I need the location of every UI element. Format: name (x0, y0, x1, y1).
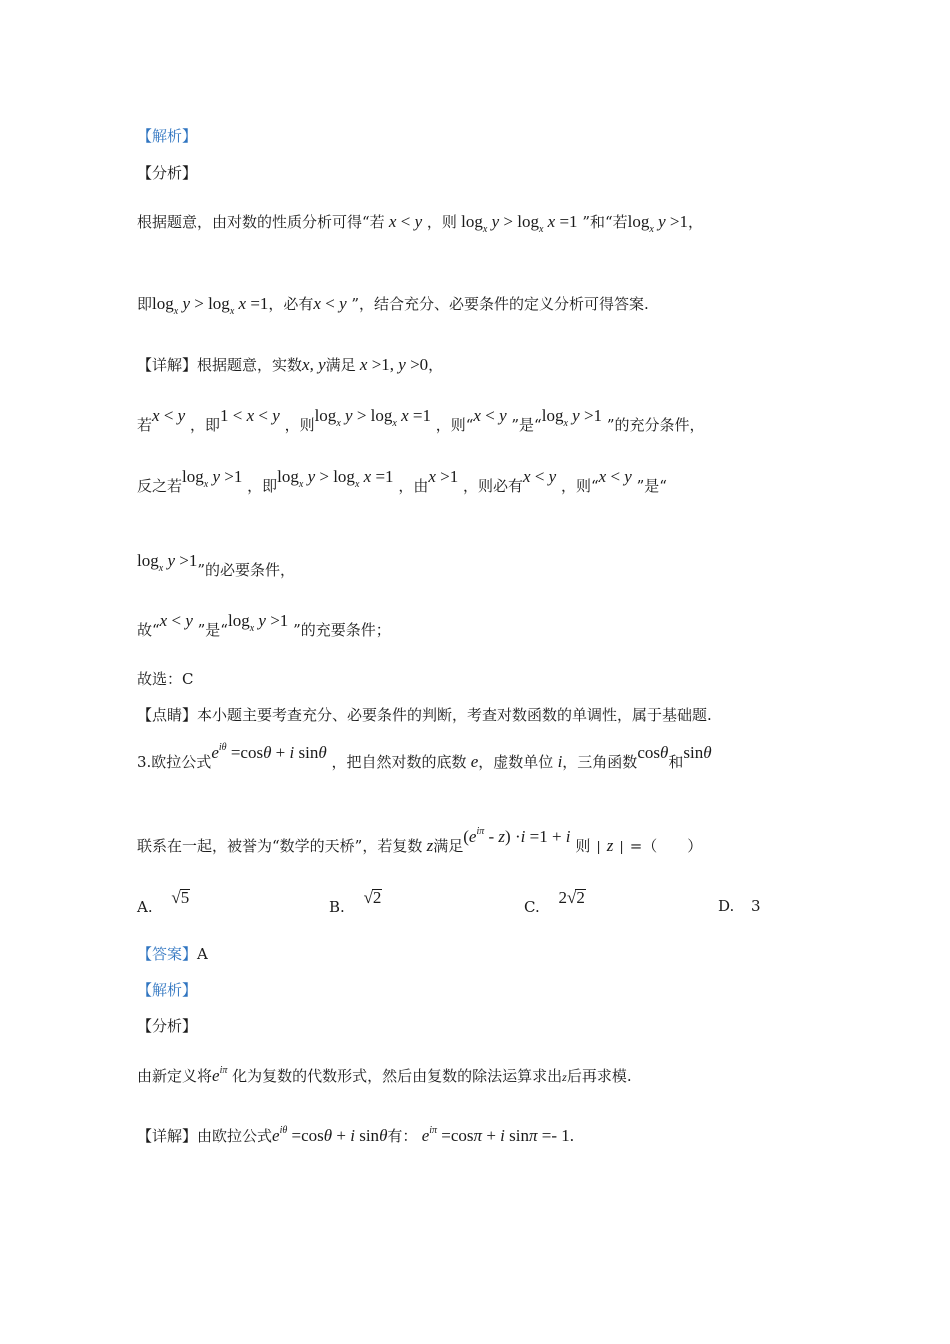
detail-line-2: 若x < y ，即1 < x < y ，则$\log_x y > \log_x x =1$ ，则“x < y ”是“$\log_x$ y >1 ”的充分条件， (137, 406, 705, 434)
analysis-heading-2: 【解析】 (137, 981, 198, 999)
question-3-line-2: 联系在一起，被誉为“数学的天桥”，若复数 z满足$(e^{i\pi} - z) \cdot i =1 + i$ 则 | z | =（ ） (137, 826, 703, 855)
detail-line-5: 故“x < y ”是“$\log_x$ y >1 ”的充要条件； (137, 611, 391, 639)
option-d: D. 3 (718, 897, 761, 915)
analysis-heading: 【解析】 (137, 127, 198, 145)
answer-line: 【答案】A (137, 945, 208, 963)
question-3-line-1: 3.欧拉公式$e^{i\theta} =\cos\theta + i$ sinθ ，把自然对数的底数 e，虚数单位 i，三角函数cosθ和sinθ (137, 742, 712, 771)
detail-line-1: 【详解】根据题意，实数x, y满足 x >1, y >0， (137, 355, 444, 374)
choose-line: 故选：C (137, 670, 194, 688)
analysis-line-3: 由新定义将$e^{i\pi}$ 化为复数的代数形式，然后由复数的除法运算求出z后再求模. (137, 1065, 632, 1085)
detail-line-4: $\log_x y >1$”的必要条件， (137, 551, 295, 579)
analysis-line-2: 即$\log_x y > \log_x x =1$，必有x < y ”，结合充分、必要条件的定义分析可得答案. (137, 294, 649, 317)
point-line: 【点睛】本小题主要考查充分、必要条件的判断，考查对数函数的单调性，属于基础题. (137, 706, 712, 724)
detail-line-3: 反之若$\log_x y >1$ ，即$\log_x y > \log_x x =1$ ，由x >1 ，则必有x < y ，则“x < y ”是“ (137, 467, 667, 495)
option-b: B. √2 (329, 888, 382, 916)
option-a: A. √5 (137, 888, 190, 916)
option-c: C. 2√2 (524, 888, 585, 916)
analysis-line-1: 根据题意，由对数的性质分析可得“若 x < y ，则 $\log_x y > \log_x x =1$ ”和“若$\log_x y >1$， (137, 212, 704, 235)
fenxi-heading-2: 【分析】 (137, 1017, 198, 1035)
detail-line-6: 【详解】由欧拉公式$e^{i\theta} =\cos\theta + i$ sinθ有： $e^{i\pi} =\cos\pi + i$ sinπ =- 1. (137, 1125, 575, 1145)
fenxi-heading: 【分析】 (137, 164, 198, 182)
